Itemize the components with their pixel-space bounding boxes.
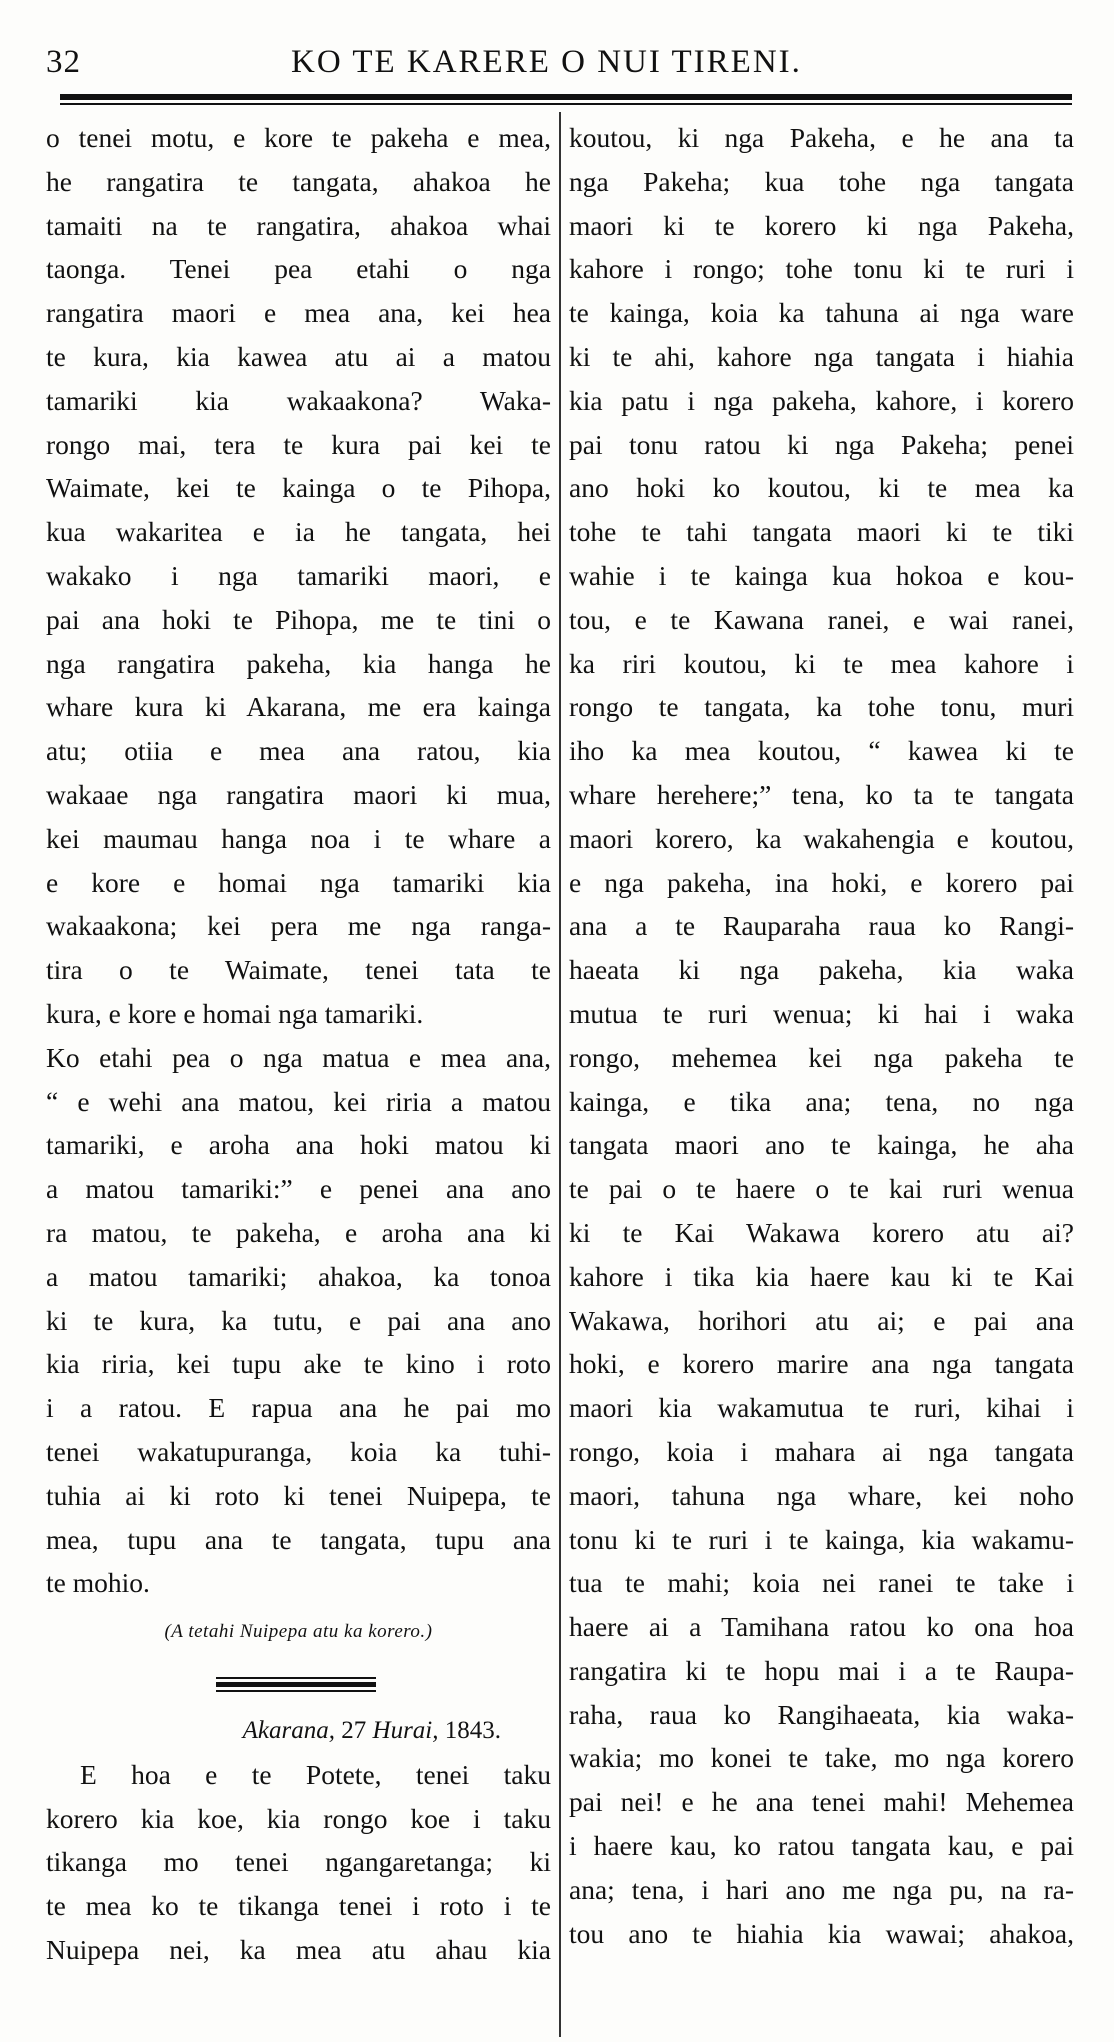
text-line: kainga, e tika ana; tena, no nga (569, 1085, 1074, 1117)
text-line: ki te kura, ka tutu, e pai ana ano (46, 1304, 551, 1336)
header-rule-thin (60, 103, 1072, 105)
text-line: koutou, ki nga Pakeha, e he ana ta (569, 122, 1074, 153)
text-line: tou ano te hiahia kia wawai; ahakoa, (569, 1917, 1074, 1949)
text-line: whare kura ki Akarana, me era kainga (46, 691, 551, 723)
text-line: ki te ahi, kahore nga tangata i hiahia (569, 340, 1074, 372)
text-line: wahie i te kainga kua hokoa e kou- (569, 559, 1074, 591)
text-line: nga Pakeha; kua tohe nga tangata (569, 165, 1074, 197)
text-line: mutua te ruri wenua; ki hai i waka (569, 997, 1074, 1029)
section-ornament-rule (46, 1659, 551, 1709)
text-line: kua wakaritea e ia he tangata, hei (46, 516, 551, 548)
text-line: maori ki te korero ki nga Pakeha, (569, 209, 1074, 241)
left-paragraph-1 (46, 116, 551, 1036)
text-line: he rangatira te tangata, ahakoa he (46, 165, 551, 197)
text-line: Wakawa, horihori atu ai; e pai ana (569, 1304, 1074, 1336)
text-line: tou, e te Kawana ranei, e wai ranei, (569, 603, 1074, 635)
text-line: tuhia ai ki roto ki tenei Nuipepa, te (46, 1479, 551, 1511)
text-line: raha, raua ko Rangihaeata, kia waka- (569, 1698, 1074, 1730)
letter-dateline (46, 1709, 551, 1753)
text-line: ra matou, te pakeha, e aroha ana ki (46, 1216, 551, 1248)
dateline-year: 1843. (444, 1717, 501, 1745)
text-line: te kainga, koia ka tahuna ai nga ware (569, 297, 1074, 329)
text-line: te mea ko te tikanga tenei i roto i te (46, 1890, 551, 1922)
text-line: wakaakona; kei pera me nga ranga- (46, 910, 551, 942)
text-line: i a ratou. E rapua ana he pai mo (46, 1392, 551, 1424)
letter-paragraph (46, 1753, 551, 1972)
page-number: 32 (46, 44, 81, 80)
text-line: ki te Kai Wakawa korero atu ai? (569, 1216, 1074, 1248)
text-line: kahore i rongo; tohe tonu ki te ruri i (569, 253, 1074, 285)
text-line: te mohio. (46, 1567, 150, 1599)
text-line: tira o te Waimate, tenei tata te (46, 954, 551, 986)
text-line: korero kia koe, kia rongo koe i taku (46, 1802, 551, 1834)
text-line: E hoa e te Potete, tenei taku (80, 1758, 551, 1790)
text-line: rangatira ki te hopu mai i a te Raupa- (569, 1654, 1074, 1686)
text-line: haeata ki nga pakeha, kia waka (569, 954, 1074, 986)
text-line: e nga pakeha, ina hoki, e korero pai (569, 866, 1074, 898)
text-line: iho ka mea koutou, “ kawea ki te (569, 735, 1074, 767)
text-line: tamariki kia wakaakona? Waka- (46, 384, 551, 416)
header-rule-thick (60, 94, 1072, 100)
text-line: e kore e homai nga tamariki kia (46, 866, 551, 898)
text-line: kahore i tika kia haere kau ki te Kai (569, 1260, 1074, 1292)
text-line: pai ana hoki te Pihopa, me te tini o (46, 603, 551, 635)
text-line: hoki, e korero marire ana nga tangata (569, 1348, 1074, 1380)
text-line: nga rangatira pakeha, kia hanga he (46, 647, 551, 679)
text-line: kei maumau hanga noa i te whare a (46, 822, 551, 854)
text-line: tangata maori ano te kainga, he aha (569, 1129, 1074, 1161)
dateline-place: Akarana, (242, 1717, 336, 1745)
dateline-day: 27 (341, 1717, 367, 1745)
text-line: tenei wakatupuranga, koia ka tuhi- (46, 1435, 551, 1467)
text-line: whare herehere;” tena, ko ta te tangata (569, 778, 1074, 810)
text-line: rangatira maori e mea ana, kei hea (46, 297, 551, 329)
running-title: KO TE KARERE O NUI TIRENI. (291, 44, 802, 80)
text-line: taonga. Tenei pea etahi o nga (46, 253, 551, 285)
text-line: Ko etahi pea o nga matua e mea ana, (46, 1041, 551, 1073)
text-line: tua te mahi; koia nei ranei te take i (569, 1567, 1074, 1599)
text-line: o tenei motu, e kore te pakeha e mea, (46, 122, 551, 153)
text-line: wakaae nga rangatira maori ki mua, (46, 778, 551, 810)
text-line: i haere kau, ko ratou tangata kau, e pai (569, 1830, 1074, 1862)
text-line: a matou tamariki; ahakoa, ka tonoa (46, 1260, 551, 1292)
text-line: tohe te tahi tangata maori ki te tiki (569, 516, 1074, 548)
text-line: pai tonu ratou ki nga Pakeha; penei (569, 428, 1074, 460)
text-line: atu; otiia e mea ana ratou, kia (46, 735, 551, 767)
text-line: haere ai a Tamihana ratou ko ona hoa (569, 1611, 1074, 1643)
text-line: tamariki, e aroha ana hoki matou ki (46, 1129, 551, 1161)
text-line: tamaiti na te rangatira, ahakoa whai (46, 209, 551, 241)
text-line: maori korero, ka wakahengia e koutou, (569, 822, 1074, 854)
text-line: wakia; mo konei te take, mo nga korero (569, 1742, 1074, 1774)
text-line: kia riria, kei tupu ake te kino i roto (46, 1348, 551, 1380)
right-column (569, 116, 1074, 1955)
text-line: rongo mai, tera te kura pai kei te (46, 428, 551, 460)
text-line: tikanga mo tenei ngangaretanga; ki (46, 1846, 551, 1878)
text-line: rongo te tangata, ka tohe tonu, muri (569, 691, 1074, 723)
text-line: kia patu i nga pakeha, kahore, i korero (569, 384, 1074, 416)
left-paragraph-2 (46, 1036, 551, 1605)
text-line: tonu ki te ruri i te kainga, kia wakamu- (569, 1523, 1074, 1555)
page-header (46, 44, 1076, 84)
text-line: te pai o te haere o te kai ruri wenua (569, 1173, 1074, 1205)
text-line: rongo, koia i mahara ai nga tangata (569, 1435, 1074, 1467)
left-column (46, 116, 551, 1972)
text-line: te kura, kia kawea atu ai a matou (46, 340, 551, 372)
text-line: ka riri koutou, ki te mea kahore i (569, 647, 1074, 679)
text-line: mea, tupu ana te tangata, tupu ana (46, 1523, 551, 1555)
text-line: Nuipepa nei, ka mea atu ahau kia (46, 1934, 551, 1966)
dateline-month: Hurai, (372, 1717, 439, 1745)
text-line: wakako i nga tamariki maori, e (46, 559, 551, 591)
text-line: rongo, mehemea kei nga pakeha te (569, 1041, 1074, 1073)
text-line: maori kia wakamutua te ruri, kihai i (569, 1392, 1074, 1424)
text-line: “ e wehi ana matou, kei riria a matou (46, 1085, 551, 1117)
source-credit: (A tetahi Nuipepa atu ka korero.) (164, 1621, 433, 1643)
text-line: pai nei! e he ana tenei mahi! Mehemea (569, 1786, 1074, 1818)
text-line: ana a te Rauparaha raua ko Rangi- (569, 910, 1074, 942)
text-line: a matou tamariki:” e penei ana ano (46, 1173, 551, 1205)
text-line: Waimate, kei te kainga o te Pihopa, (46, 472, 551, 504)
text-line: maori, tahuna nga whare, kei noho (569, 1479, 1074, 1511)
text-line: ano hoki ko koutou, ki te mea ka (569, 472, 1074, 504)
column-divider (559, 112, 561, 2037)
text-line: kura, e kore e homai nga tamariki. (46, 997, 424, 1029)
text-line: ana; tena, i hari ano me nga pu, na ra- (569, 1873, 1074, 1905)
